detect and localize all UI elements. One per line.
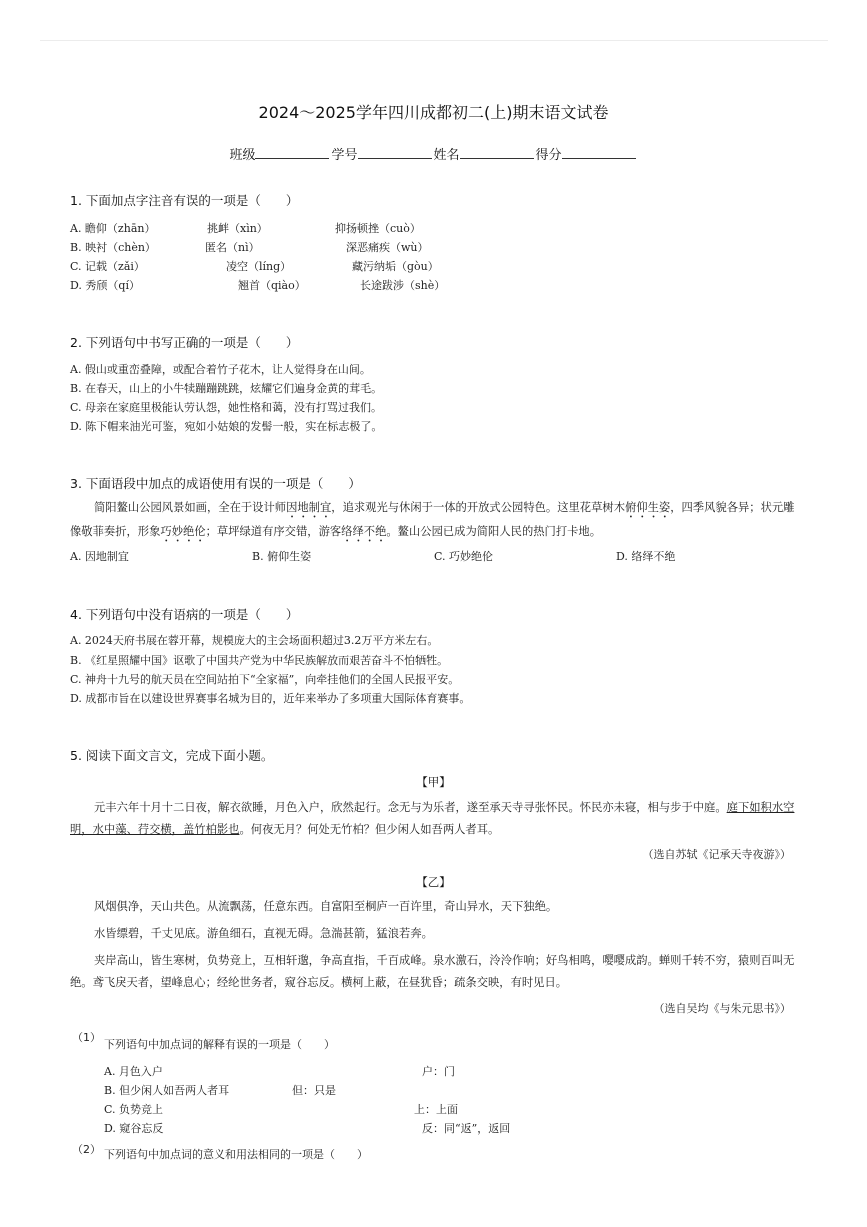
- q5-yi-source: （选自吴均《与朱元思书》）: [653, 1002, 791, 1015]
- q2-option-c: C. 母亲在家庭里极能认劳认怨，她性格和蔼，没有打骂过我们。: [70, 401, 383, 414]
- q4-option-a: A. 2024天府书展在蓉开幕，规模庞大的主会场面积超过3.2万平方米左右。: [70, 634, 439, 647]
- q1-c-1: C. 记载（zǎi）: [70, 260, 145, 273]
- q3-passage-part-3: ，四季风貌各异；状元雕像敬菲奏折，形象: [70, 501, 795, 538]
- q3-idiom-c: 巧妙绝伦: [160, 525, 206, 538]
- q3-idiom-a: 因地制宜: [286, 501, 332, 514]
- q5-sub1-number: （1）: [72, 1031, 101, 1044]
- q3-idiom-d: 络绎不绝: [341, 525, 387, 538]
- q1-d-1: D. 秀颀（qí）: [70, 279, 140, 292]
- q2-option-b: B. 在春天，山上的小牛犊蹦蹦跳跳，炫耀它们遍身金黄的茸毛。: [70, 382, 383, 395]
- score-blank: [562, 146, 636, 159]
- q1-c-3: 藏污纳垢（gòu）: [352, 260, 439, 273]
- q4-option-c: C. 神舟十九号的航天员在空间站拍下“全家福”，向牵挂他们的全国人民报平安。: [70, 673, 460, 686]
- q3-option-a: A. 因地制宜: [70, 550, 129, 563]
- q5-yi-p3: 夹岸高山，皆生寒树，负势竞上，互相轩邈，争高直指，千百成峰。泉水激石，泠泠作响；好鸟相鸣，嘤嘤成韵。蝉则千转不穷，猿则百叫无绝。鸢飞戾天者，望峰息心；经纶世务者，窥谷忘反。横柯上蔽，在昼犹昏；疏条交映，有时见日。: [70, 954, 795, 989]
- q5-sub1-b-left: B. 但少闲人如吾两人者耳: [104, 1084, 230, 1097]
- q5-sub2-number: （2）: [72, 1143, 101, 1156]
- page-title: 2024～2025学年四川成都初二(上)期末语文试卷: [258, 103, 609, 122]
- q4-stem: 4. 下列语句中没有语病的一项是（ ）: [70, 607, 299, 622]
- q5-sub2-stem: 下列语句中加点词的意义和用法相同的一项是（ ）: [104, 1148, 368, 1161]
- q3-passage: [70, 497, 800, 545]
- q1-b-2: 匿名（nì）: [205, 241, 260, 254]
- class-label: 班级: [229, 148, 256, 163]
- q5-yi-p2: 水皆缥碧，千丈见底。游鱼细石，直视无碍。急湍甚箭，猛浪若奔。: [94, 927, 433, 940]
- q5-jia-part-2: 。何夜无月？何处无竹柏？但少闲人如吾两人者耳。: [239, 823, 500, 836]
- q1-a-3: 抑扬顿挫（cuò）: [335, 222, 421, 235]
- q1-b-1: B. 映衬（chèn）: [70, 241, 156, 254]
- q5-sub1-d-right: 反：同“返”，返回: [422, 1122, 511, 1135]
- q5-sub1-a-right: 户：门: [422, 1065, 455, 1078]
- q3-stem: 3. 下面语段中加点的成语使用有误的一项是（ ）: [70, 476, 361, 491]
- q3-passage-part-5: 。鳌山公园已成为简阳人民的热门打卡地。: [386, 525, 602, 538]
- q1-stem: 1. 下面加点字注音有误的一项是（ ）: [70, 193, 299, 208]
- q3-passage-part-1: 简阳鳌山公园风景如画，全在于设计师: [94, 501, 287, 514]
- id-label: 学号: [331, 148, 358, 163]
- q5-yi-p1: 风烟俱净，天山共色。从流飘荡，任意东西。自富阳至桐庐一百许里，奇山异水，天下独绝。: [94, 900, 558, 913]
- q2-stem: 2. 下列语句中书写正确的一项是（ ）: [70, 335, 299, 350]
- q5-sub1-c-right: 上：上面: [414, 1103, 458, 1116]
- q2-option-d: D. 陈下帽来油光可鉴，宛如小姑娘的发髻一般，实在标志极了。: [70, 420, 383, 433]
- q1-a-1: A. 瞻仰（zhān）: [70, 222, 156, 235]
- student-info-line: [0, 144, 867, 163]
- q3-passage-part-4: ；草坪绿道有序交错，游客: [205, 525, 342, 538]
- q5-jia-label: 【甲】: [416, 775, 451, 789]
- q5-jia-part-1: 元丰六年十月十二日夜，解衣欲睡，月色入户，欣然起行。念无与为乐者，遂至承天寺寻张怀民。怀民亦未寝，相与步于中庭。: [94, 801, 727, 814]
- score-label: 得分: [535, 148, 562, 163]
- id-blank: [358, 146, 432, 159]
- q3-option-c: C. 巧妙绝伦: [434, 550, 494, 563]
- q1-d-2: 翘首（qiào）: [238, 279, 306, 292]
- class-blank: [255, 146, 329, 159]
- name-blank: [460, 146, 534, 159]
- q1-d-3: 长途跋涉（shè）: [360, 279, 446, 292]
- q5-jia-text: [70, 797, 800, 841]
- q5-sub1-a-left: A. 月色入户: [104, 1065, 163, 1078]
- q5-jia-source: （选自苏轼《记承天寺夜游》）: [642, 848, 791, 861]
- q4-option-b: B. 《红星照耀中国》讴歌了中国共产党为中华民族解放而艰苦奋斗不怕牺牲。: [70, 654, 449, 667]
- q5-jia-underlined: 庭下如积水空明，水中藻、荇交横，盖竹柏影也: [70, 801, 795, 836]
- q5-sub1-b-right: 但：只是: [292, 1084, 336, 1097]
- q5-sub1-stem: 下列语句中加点词的解释有误的一项是（ ）: [104, 1038, 335, 1051]
- q1-c-2: 凌空（líng）: [226, 260, 292, 273]
- q5-stem: 5. 阅读下面文言文，完成下面小题。: [70, 748, 274, 763]
- q5-sub1-c-left: C. 负势竞上: [104, 1103, 164, 1116]
- q4-option-d: D. 成都市旨在以建设世界赛事名城为目的，近年来举办了多项重大国际体育赛事。: [70, 692, 471, 705]
- q3-passage-part-2: ，追求观光与休闲于一体的开放式公园特色。这里花草树木: [331, 501, 625, 514]
- top-divider: [40, 40, 828, 41]
- q2-option-a: A. 假山或重峦叠障，或配合着竹子花木，让人觉得身在山间。: [70, 363, 371, 376]
- q1-b-3: 深恶痛疾（wù）: [346, 241, 429, 254]
- q5-sub1-d-left: D. 窥谷忘反: [104, 1122, 164, 1135]
- q3-idiom-b: 俯仰生姿: [625, 501, 671, 514]
- name-label: 姓名: [433, 148, 460, 163]
- q3-option-b: B. 俯仰生姿: [252, 550, 312, 563]
- q1-a-2: 挑衅（xìn）: [207, 222, 268, 235]
- q3-option-d: D. 络绎不绝: [616, 550, 676, 563]
- q5-yi-label: 【乙】: [416, 875, 451, 889]
